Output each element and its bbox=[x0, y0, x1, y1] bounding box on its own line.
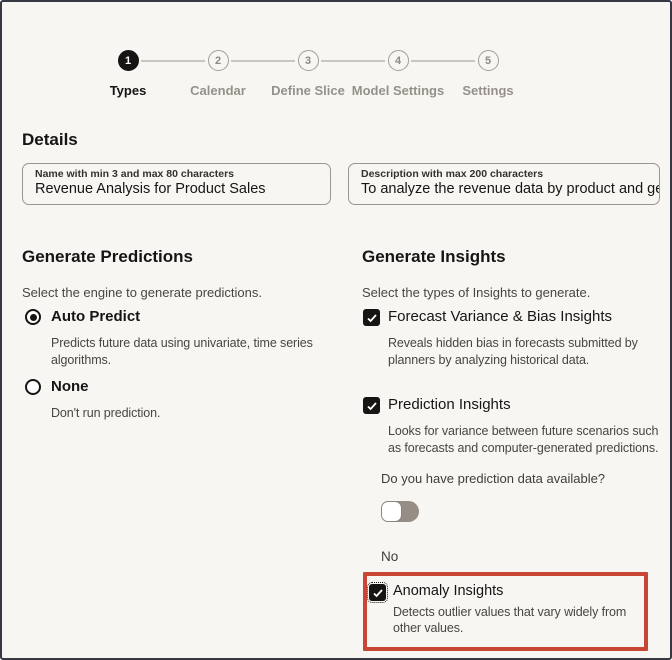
prediction-data-toggle[interactable] bbox=[381, 501, 419, 522]
step-circle: 5 bbox=[478, 50, 499, 71]
forecast-variance-description: Reveals hidden bias in forecasts submitted by planners by analyzing historical data. bbox=[388, 336, 638, 367]
auto-predict-option[interactable] bbox=[25, 308, 140, 325]
prediction-data-question: Do you have prediction data available? bbox=[381, 471, 606, 486]
step-circle: 2 bbox=[208, 50, 229, 71]
anomaly-insights-checkbox[interactable] bbox=[369, 584, 386, 601]
none-radio[interactable] bbox=[25, 379, 41, 395]
step-connector bbox=[411, 60, 475, 62]
wizard-stepper bbox=[83, 50, 543, 98]
none-option[interactable] bbox=[25, 378, 89, 395]
generate-predictions-subtitle: Select the engine to generate predictions. bbox=[22, 285, 262, 300]
none-description: Don't run prediction. bbox=[51, 406, 161, 420]
step-connector bbox=[321, 60, 385, 62]
step-define-slice[interactable] bbox=[263, 50, 353, 98]
auto-predict-radio[interactable] bbox=[25, 309, 41, 325]
step-connector bbox=[141, 60, 205, 62]
anomaly-insights-option[interactable] bbox=[369, 583, 636, 636]
step-model-settings[interactable] bbox=[353, 50, 443, 98]
anomaly-highlight-box bbox=[363, 572, 648, 651]
anomaly-insights-label: Anomaly Insights bbox=[393, 583, 504, 599]
toggle-knob bbox=[381, 501, 402, 522]
radio-dot-icon bbox=[30, 314, 37, 321]
radio-dot-icon bbox=[30, 384, 37, 391]
step-label: Define Slice bbox=[271, 83, 345, 98]
description-field-label: Description with max 200 characters bbox=[361, 168, 544, 180]
prediction-insights-label: Prediction Insights bbox=[388, 396, 511, 413]
generate-insights-heading: Generate Insights bbox=[362, 247, 506, 266]
checkmark-icon bbox=[366, 400, 378, 412]
checkmark-icon bbox=[366, 312, 378, 324]
checkmark-icon bbox=[372, 587, 384, 599]
auto-predict-description: Predicts future data using univariate, time series algorithms. bbox=[51, 336, 313, 367]
step-circle: 3 bbox=[298, 50, 319, 71]
name-field[interactable] bbox=[22, 163, 331, 205]
description-input[interactable] bbox=[361, 181, 660, 197]
auto-predict-label: Auto Predict bbox=[51, 308, 141, 325]
step-connector bbox=[231, 60, 295, 62]
forecast-variance-option[interactable] bbox=[363, 308, 612, 326]
step-label: Settings bbox=[462, 83, 514, 98]
generate-insights-subtitle: Select the types of Insights to generate. bbox=[362, 285, 591, 300]
anomaly-insights-description: Detects outlier values that vary widely from other values. bbox=[393, 605, 627, 635]
step-calendar[interactable] bbox=[173, 50, 263, 98]
prediction-insights-option[interactable] bbox=[363, 396, 511, 414]
name-field-label: Name with min 3 and max 80 characters bbox=[35, 168, 235, 180]
none-label: None bbox=[51, 378, 89, 395]
step-types[interactable] bbox=[83, 50, 173, 98]
step-settings[interactable] bbox=[443, 50, 533, 98]
forecast-variance-checkbox[interactable] bbox=[363, 309, 380, 326]
prediction-insights-checkbox[interactable] bbox=[363, 397, 380, 414]
toggle-value-label: No bbox=[381, 549, 399, 564]
prediction-insights-description: Looks for variance between future scenarios such as forecasts and computer-generated predictions. bbox=[388, 424, 659, 455]
step-label: Types bbox=[109, 83, 147, 98]
name-input[interactable] bbox=[35, 181, 331, 197]
details-heading: Details bbox=[22, 130, 78, 149]
description-field[interactable] bbox=[348, 163, 660, 205]
forecast-variance-label: Forecast Variance & Bias Insights bbox=[388, 308, 612, 325]
step-label: Model Settings bbox=[351, 83, 445, 98]
step-circle: 4 bbox=[388, 50, 409, 71]
step-circle: 1 bbox=[118, 50, 139, 71]
step-label: Calendar bbox=[190, 83, 246, 98]
generate-predictions-heading: Generate Predictions bbox=[22, 247, 194, 266]
